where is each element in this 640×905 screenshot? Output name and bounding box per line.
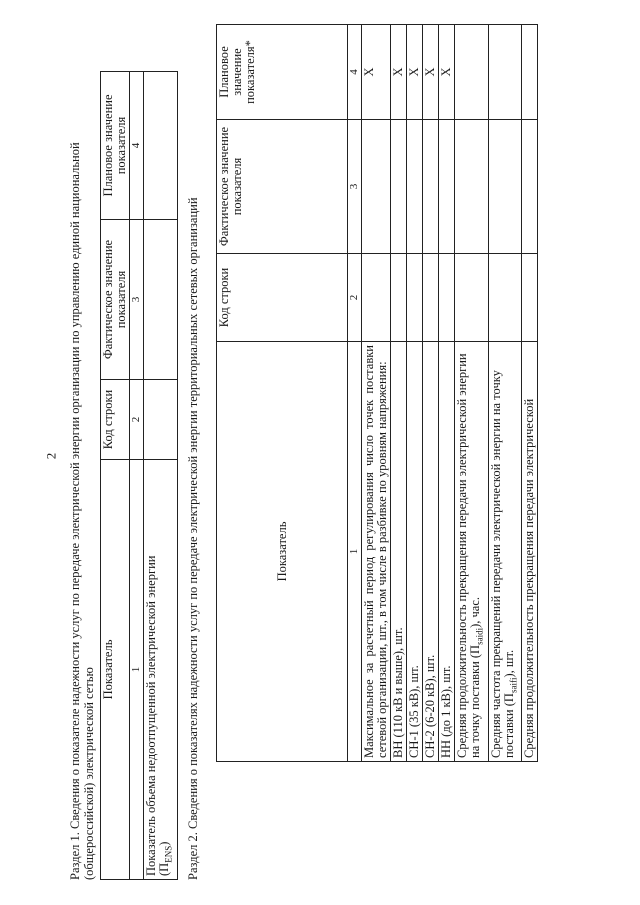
table-row xyxy=(407,25,423,762)
code-cell xyxy=(407,254,423,342)
plan-cell xyxy=(144,72,178,220)
plan-cell xyxy=(488,25,522,120)
col-plan-header: Плановое значение показателя xyxy=(101,72,130,220)
actual-cell xyxy=(488,120,522,254)
actual-cell xyxy=(455,120,489,254)
table-row xyxy=(391,25,407,762)
indicator-symbol-close: ) xyxy=(157,841,171,846)
section2-table xyxy=(216,24,538,762)
col-code-header: Код строки xyxy=(101,380,130,460)
table-row xyxy=(423,25,439,762)
col-number: 1 xyxy=(130,460,144,880)
actual-cell xyxy=(522,120,538,254)
indicator-tail: ), шт. xyxy=(501,649,516,678)
section1-title: Раздел 1. Сведения о показателе надежности услуг по передаче электрической энергии организации по управлению единой национальной (общероссийской) электрической сетью xyxy=(68,142,96,880)
indicator-text: Средняя продолжительность прекращения передачи электрической энергии на точку поставки (П xyxy=(455,353,482,758)
section1-header-row xyxy=(101,72,130,880)
plan-cell: X xyxy=(407,25,423,120)
plan-cell xyxy=(455,25,489,120)
table-row xyxy=(455,25,489,762)
indicator-cell: Средняя продолжительность прекращения передачи электрической xyxy=(522,342,538,762)
actual-cell xyxy=(407,120,423,254)
table-row xyxy=(488,25,522,762)
indicator-cell: СН-2 (6-20 кВ), шт. xyxy=(423,342,439,762)
indicator-symbol-sub: saidi xyxy=(474,627,485,645)
plan-cell: X xyxy=(362,25,391,120)
plan-cell: X xyxy=(391,25,407,120)
section1-number-row xyxy=(130,72,144,880)
indicator-text: Средняя частота прекращений передачи электрической энергии на точку поставки (П xyxy=(488,370,516,758)
section2-number-row xyxy=(348,25,362,762)
indicator-symbol-sub: saifi xyxy=(508,677,518,694)
actual-cell xyxy=(439,120,455,254)
col-number: 1 xyxy=(348,342,362,762)
section2-title: Раздел 2. Сведения о показателях надежности услуг по передаче электрической энергии территориальных сетевых организаций xyxy=(186,197,200,880)
indicator-cell: СН-1 (35 кВ), шт. xyxy=(407,342,423,762)
col-indicator-header: Показатель xyxy=(101,460,130,880)
code-cell xyxy=(423,254,439,342)
indicator-symbol: (П xyxy=(157,862,171,876)
section2-header-row xyxy=(217,25,348,762)
table-row xyxy=(439,25,455,762)
col-actual-header: Фактическое значение показателя xyxy=(217,120,348,254)
code-cell xyxy=(522,254,538,342)
plan-cell: X xyxy=(439,25,455,120)
code-cell xyxy=(391,254,407,342)
col-number: 2 xyxy=(130,380,144,460)
section1-table xyxy=(100,71,178,880)
col-plan-header: Плановое значение показателя* xyxy=(217,25,348,120)
code-cell xyxy=(455,254,489,342)
table-row xyxy=(522,25,538,762)
actual-cell xyxy=(362,120,391,254)
col-number: 2 xyxy=(348,254,362,342)
rotated-sheet xyxy=(68,20,628,880)
col-indicator-header: Показатель xyxy=(217,342,348,762)
indicator-cell: Максимальное за расчетный период регулирования число точек поставки сетевой организации, шт., в том числе в разбивке по уровням напряжения: xyxy=(362,342,391,762)
indicator-text: Показатель объема недоотпущенной электрической энергии xyxy=(144,555,158,876)
indicator-cell: НН (до 1 кВ), шт. xyxy=(439,342,455,762)
table-row xyxy=(362,25,391,762)
plan-cell xyxy=(522,25,538,120)
indicator-cell xyxy=(488,342,522,762)
code-cell xyxy=(439,254,455,342)
col-code-header: Код строки xyxy=(217,254,348,342)
col-number: 4 xyxy=(348,25,362,120)
page-number: 2 xyxy=(43,452,59,460)
code-cell xyxy=(488,254,522,342)
plan-cell: X xyxy=(423,25,439,120)
code-cell xyxy=(362,254,391,342)
table-row xyxy=(144,72,178,880)
actual-cell xyxy=(391,120,407,254)
col-number: 4 xyxy=(130,72,144,220)
actual-cell xyxy=(423,120,439,254)
indicator-cell: ВН (110 кВ и выше), шт. xyxy=(391,342,407,762)
col-number: 3 xyxy=(348,120,362,254)
indicator-cell xyxy=(455,342,489,762)
indicator-cell xyxy=(144,460,178,880)
col-number: 3 xyxy=(130,220,144,380)
indicator-tail: ), час. xyxy=(468,596,482,628)
actual-cell xyxy=(144,220,178,380)
col-actual-header: Фактическое значение показателя xyxy=(101,220,130,380)
indicator-symbol-sub: ENS xyxy=(163,845,174,863)
code-cell xyxy=(144,380,178,460)
